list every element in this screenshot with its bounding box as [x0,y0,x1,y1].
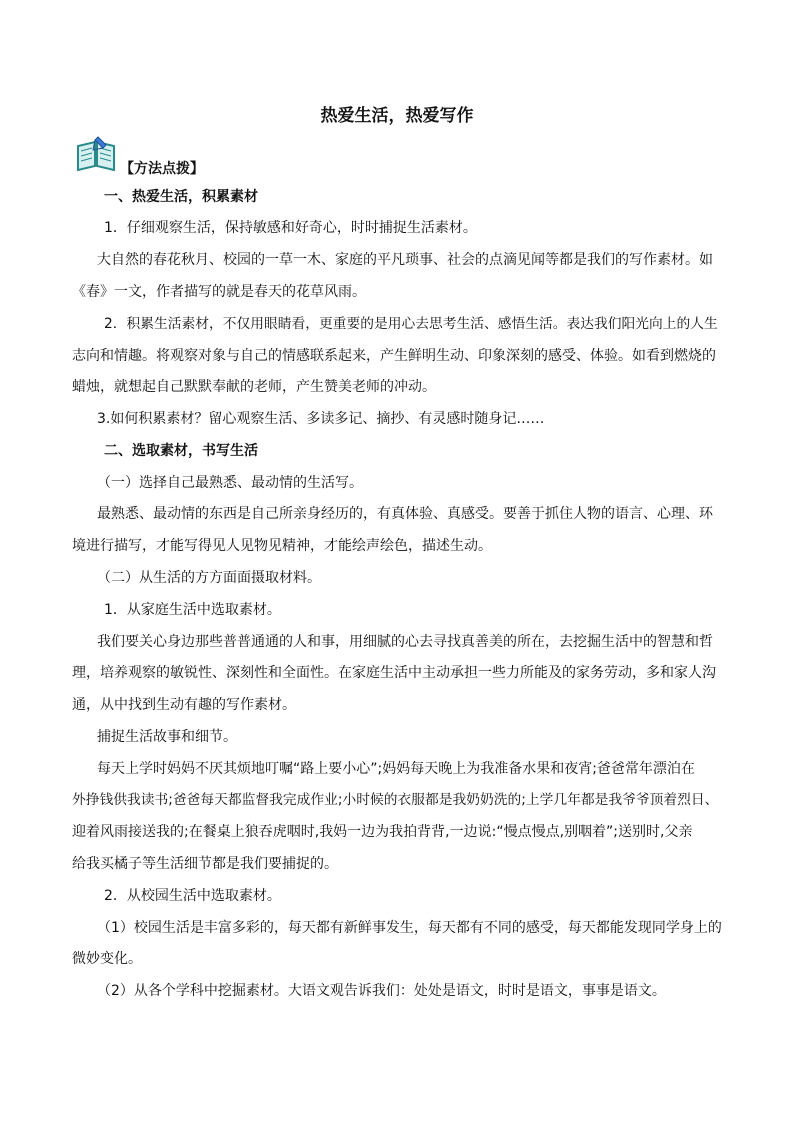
paragraph-line: 3.如何积累素材？留心观察生活、多读多记、摘抄、有灵感时随身记…… [97,411,545,427]
page-title: 热爱生活，热爱写作 [320,106,474,126]
method-header: 【方法点拨】 [120,161,204,177]
paragraph-line: 志向和情趣。将观察对象与自己的情感联系起来，产生鲜明生动、印象深刻的感受、体验。如看到燃烧的 [72,348,716,364]
paragraph-line: 《春》一文，作者描写的就是春天的花草风雨。 [72,284,366,300]
paragraph-line: （二）从生活的方方面面摄取材料。 [97,570,321,586]
paragraph-line: 迎着风雨接送我的;在餐桌上狼吞虎咽时,我妈一边为我拍背背,一边说:“慢点慢点,别咽着”;送别时,父亲 [72,824,693,840]
section-heading-1: 一、热爱生活，积累素材 [104,189,258,205]
paragraph-line: 最熟悉、最动情的东西是自己所亲身经历的，有真体验、真感受。要善于抓住人物的语言、心理、环 [97,506,713,522]
paragraph-line: 通，从中找到生动有趣的写作素材。 [72,697,296,713]
paragraph-line: 捕捉生活故事和细节。 [97,729,237,745]
paragraph-line: 1．从家庭生活中选取素材。 [104,602,281,618]
paragraph-line: 蜡烛，就想起自己默默奉献的老师，产生赞美老师的冲动。 [72,379,436,395]
paragraph-line: （2）从各个学科中挖掘素材。大语文观告诉我们：处处是语文，时时是语文，事事是语文。 [97,983,666,999]
paragraph-line: 理，培养观察的敏锐性、深刻性和全面性。在家庭生活中主动承担一些力所能及的家务劳动，多和家人沟 [72,665,716,681]
paragraph-line: 1．仔细观察生活，保持敏感和好奇心，时时捕捉生活素材。 [104,220,477,236]
paragraph-line: 境进行描写，才能写得见人见物见精神，才能绘声绘色，描述生动。 [72,538,492,554]
paragraph-line: 微妙变化。 [72,951,142,967]
paragraph-line: （一）选择自己最熟悉、最动情的生活写。 [97,475,363,491]
paragraph-line: 2．从校园生活中选取素材。 [104,888,281,904]
book-pencil-icon [76,136,116,172]
paragraph-line: 每天上学时妈妈不厌其烦地叮嘱“路上要小心”;妈妈每天晚上为我准备水果和夜宵;爸爸常年漂泊在 [97,761,695,777]
paragraph-line: 大自然的春花秋月、校园的一草一木、家庭的平凡琐事、社会的点滴见闻等都是我们的写作素材。如 [97,252,713,268]
section-heading-2: 二、选取素材，书写生活 [104,443,258,459]
paragraph-line: （1）校园生活是丰富多彩的，每天都有新鲜事发生，每天都有不同的感受，每天都能发现同学身上的 [97,920,722,936]
paragraph-line: 外挣钱供我读书;爸爸每天都监督我完成作业;小时候的衣服都是我奶奶洗的;上学几年都是我爷爷顶着烈日、 [72,792,719,808]
paragraph-line: 我们要关心身边那些普普通通的人和事，用细腻的心去寻找真善美的所在，去挖掘生活中的智慧和哲 [97,634,713,650]
paragraph-line: 2．积累生活素材，不仅用眼睛看，更重要的是用心去思考生活、感悟生活。表达我们阳光向上的人生 [104,316,718,332]
paragraph-line: 给我买橘子等生活细节都是我们要捕捉的。 [72,856,338,872]
